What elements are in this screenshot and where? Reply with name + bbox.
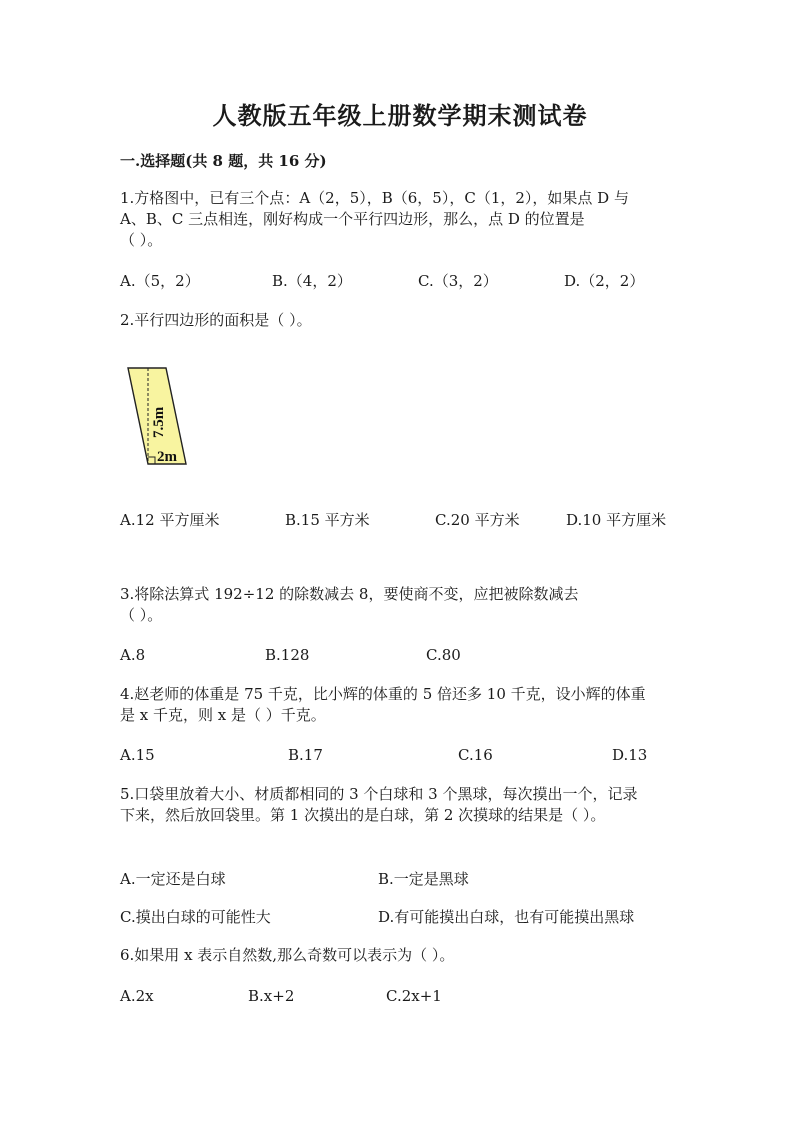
- q2-option-d: D.10 平方厘米: [566, 511, 667, 529]
- question-5-line-1: 5.口袋里放着大小、材质都相同的 3 个白球和 3 个黑球，每次摸出一个，记录: [120, 785, 638, 803]
- q2-option-a: A.12 平方厘米: [120, 511, 220, 529]
- q6-option-c: C.2x+1: [386, 987, 442, 1005]
- q5-option-d: D.有可能摸出白球，也有可能摸出黑球: [378, 908, 635, 926]
- parallelogram-figure: [126, 362, 196, 472]
- q3-option-b: B.128: [265, 646, 310, 664]
- q1-option-c: C.（3，2）: [418, 272, 498, 290]
- question-6-line-1: 6.如果用 x 表示自然数,那么奇数可以表示为（ ）。: [120, 946, 455, 964]
- question-4-line-1: 4.赵老师的体重是 75 千克，比小辉的体重的 5 倍还多 10 千克，设小辉的体重: [120, 685, 646, 703]
- q4-option-b: B.17: [288, 746, 323, 764]
- q6-option-b: B.x+2: [248, 987, 295, 1005]
- q4-option-d: D.13: [612, 746, 648, 764]
- question-1: [120, 188, 629, 251]
- question-4: [120, 684, 646, 726]
- question-3-line-2: （ ）。: [120, 606, 163, 624]
- section-heading: 一.选择题(共 8 题，共 16 分): [120, 152, 327, 170]
- q5-option-a: A.一定还是白球: [120, 870, 226, 888]
- q2-option-c: C.20 平方米: [435, 511, 520, 529]
- q3-option-c: C.80: [426, 646, 461, 664]
- question-1-line-2: A、B、C 三点相连，刚好构成一个平行四边形，那么，点 D 的位置是: [120, 210, 585, 228]
- base-label: 2m: [157, 449, 177, 465]
- q2-option-b: B.15 平方米: [285, 511, 370, 529]
- question-3-line-1: 3.将除法算式 192÷12 的除数减去 8，要使商不变，应把被除数减去: [120, 585, 579, 603]
- question-5-line-2: 下来，然后放回袋里。第 1 次摸出的是白球，第 2 次摸球的结果是（ ）。: [120, 806, 606, 824]
- question-2-line-1: 2.平行四边形的面积是（ ）。: [120, 311, 312, 329]
- question-5: [120, 784, 637, 826]
- page-title: 人教版五年级上册数学期末测试卷: [212, 101, 588, 130]
- question-1-line-3: （ ）。: [120, 231, 163, 249]
- q3-option-a: A.8: [120, 646, 146, 664]
- q1-option-b: B.（4，2）: [272, 272, 352, 290]
- q1-option-a: A.（5，2）: [120, 272, 200, 290]
- question-6: [120, 945, 454, 966]
- question-2: [120, 310, 312, 331]
- question-1-line-1: 1.方格图中，已有三个点：A（2，5），B（6，5），C（1，2），如果点 D 与: [120, 189, 629, 207]
- q4-option-c: C.16: [458, 746, 493, 764]
- q6-option-a: A.2x: [120, 987, 154, 1005]
- question-3: [120, 584, 578, 626]
- q1-option-d: D.（2，2）: [564, 272, 645, 290]
- q5-option-b: B.一定是黑球: [378, 870, 469, 888]
- q5-option-c: C.摸出白球的可能性大: [120, 908, 271, 926]
- question-4-line-2: 是 x 千克，则 x 是（ ）千克。: [120, 706, 326, 724]
- height-label: 7.5m: [151, 406, 167, 438]
- q4-option-a: A.15: [120, 746, 155, 764]
